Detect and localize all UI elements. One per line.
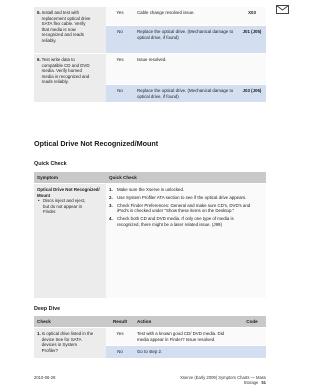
list-item-text: Use System Profiler ATA section to see if the optical drive appears. — [117, 194, 247, 200]
bullet-icon: • — [38, 198, 40, 204]
list-item-text: Check Finder Preferences: General and make sure CD's, DVD's and iPod's is checked under "Show these items on the Desktop." — [117, 202, 251, 214]
step-text: Is optical drive listed in the device tree for SATA devices in System Profiler? — [41, 331, 94, 353]
result-cell: No — [106, 85, 134, 102]
code-cell — [238, 54, 266, 84]
list-item — [109, 187, 263, 193]
column-header-quick-check: Quick Check — [106, 172, 266, 183]
footer-title — [160, 375, 266, 385]
table-row — [34, 54, 266, 84]
quick-check-table — [34, 171, 266, 299]
step-number: 5. — [37, 10, 41, 15]
result-cell: No — [106, 26, 134, 53]
list-item-text: Check both CD and DVD media. If only one type of media is recognized, there might be a laser related issue. (J99) — [117, 216, 234, 227]
step-number: 6. — [37, 57, 41, 62]
list-item-number: 1. — [109, 187, 113, 192]
table-row — [34, 184, 266, 298]
quick-check-cell — [106, 184, 266, 298]
action-cell: Replace the optical drive. (Mechanical damage to optical drive, if found) — [134, 85, 238, 102]
action-cell: Test with a known good CD/ DVD media. Did media appear in Finder? Issue resolved. — [134, 328, 238, 345]
action-cell: Replace the optical drive. (Mechanical damage to optical drive, if found) — [134, 26, 238, 53]
table-header-row — [34, 316, 266, 327]
result-cell: Yes — [106, 54, 134, 84]
action-cell: Cable change resolved issue. — [134, 7, 238, 25]
code-cell — [238, 346, 266, 358]
symptom-bullet-text: Discs inject and eject, but do not appear in Finder. — [43, 198, 86, 215]
column-header-check: Check — [34, 316, 106, 327]
deep-dive-heading: Deep Dive — [34, 306, 61, 312]
step-number: 1. — [37, 331, 41, 336]
symptom-bullet — [37, 198, 87, 215]
list-item-number: 3. — [109, 202, 113, 208]
code-cell: J03 (J06) — [238, 85, 266, 102]
action-cell: Go to step 2. — [134, 346, 238, 358]
result-cell: Yes — [106, 328, 134, 345]
column-header-symptom: Symptom — [34, 172, 106, 183]
result-cell: Yes — [106, 7, 134, 25]
code-cell: X03 — [238, 7, 266, 25]
footer-title-text: Xserve (Early 2009) Symptom Charts — Mass Storage — [180, 375, 266, 385]
table-header-row — [34, 172, 266, 183]
symptom-title: Optical Drive Not Recognized/ Mount — [37, 187, 100, 198]
list-item-number: 4. — [109, 216, 113, 222]
list-item — [109, 216, 263, 227]
list-item — [109, 195, 263, 201]
table-row — [34, 7, 266, 25]
section-title: Optical Drive Not Recognized/Mount — [34, 139, 159, 148]
footer-date: 2010-06-28 — [34, 375, 56, 380]
step-text: Install and test with replacement optical drive SATA flex cable. Verify that media is now recognized and reads reliably. — [41, 10, 91, 43]
step-cell — [34, 7, 106, 53]
column-header-code: Code — [238, 316, 266, 327]
step-cell — [34, 328, 106, 358]
symptom-cell — [34, 184, 106, 298]
result-cell: No — [106, 346, 134, 358]
column-header-action: Action — [134, 316, 238, 327]
action-cell: Issue resolved. — [134, 54, 238, 84]
code-cell: J01 (J05) — [238, 26, 266, 53]
table-row — [34, 328, 266, 345]
step-cell — [34, 54, 106, 102]
code-cell — [238, 328, 266, 345]
list-item-text: Make sure the Xserve is unlocked. — [117, 187, 185, 192]
column-header-result: Result — [106, 316, 134, 327]
continued-troubleshooting-table — [34, 6, 266, 103]
quick-check-heading: Quick Check — [34, 161, 67, 167]
deep-dive-table — [34, 315, 266, 359]
list-item-number: 2. — [109, 194, 113, 200]
mail-icon[interactable] — [276, 5, 289, 14]
list-item — [109, 203, 263, 214]
page-number: 51 — [261, 380, 266, 385]
step-text: Test write data to compatible CD and DVD media. Verify burned media is recognized and reads reliably. — [41, 57, 90, 85]
